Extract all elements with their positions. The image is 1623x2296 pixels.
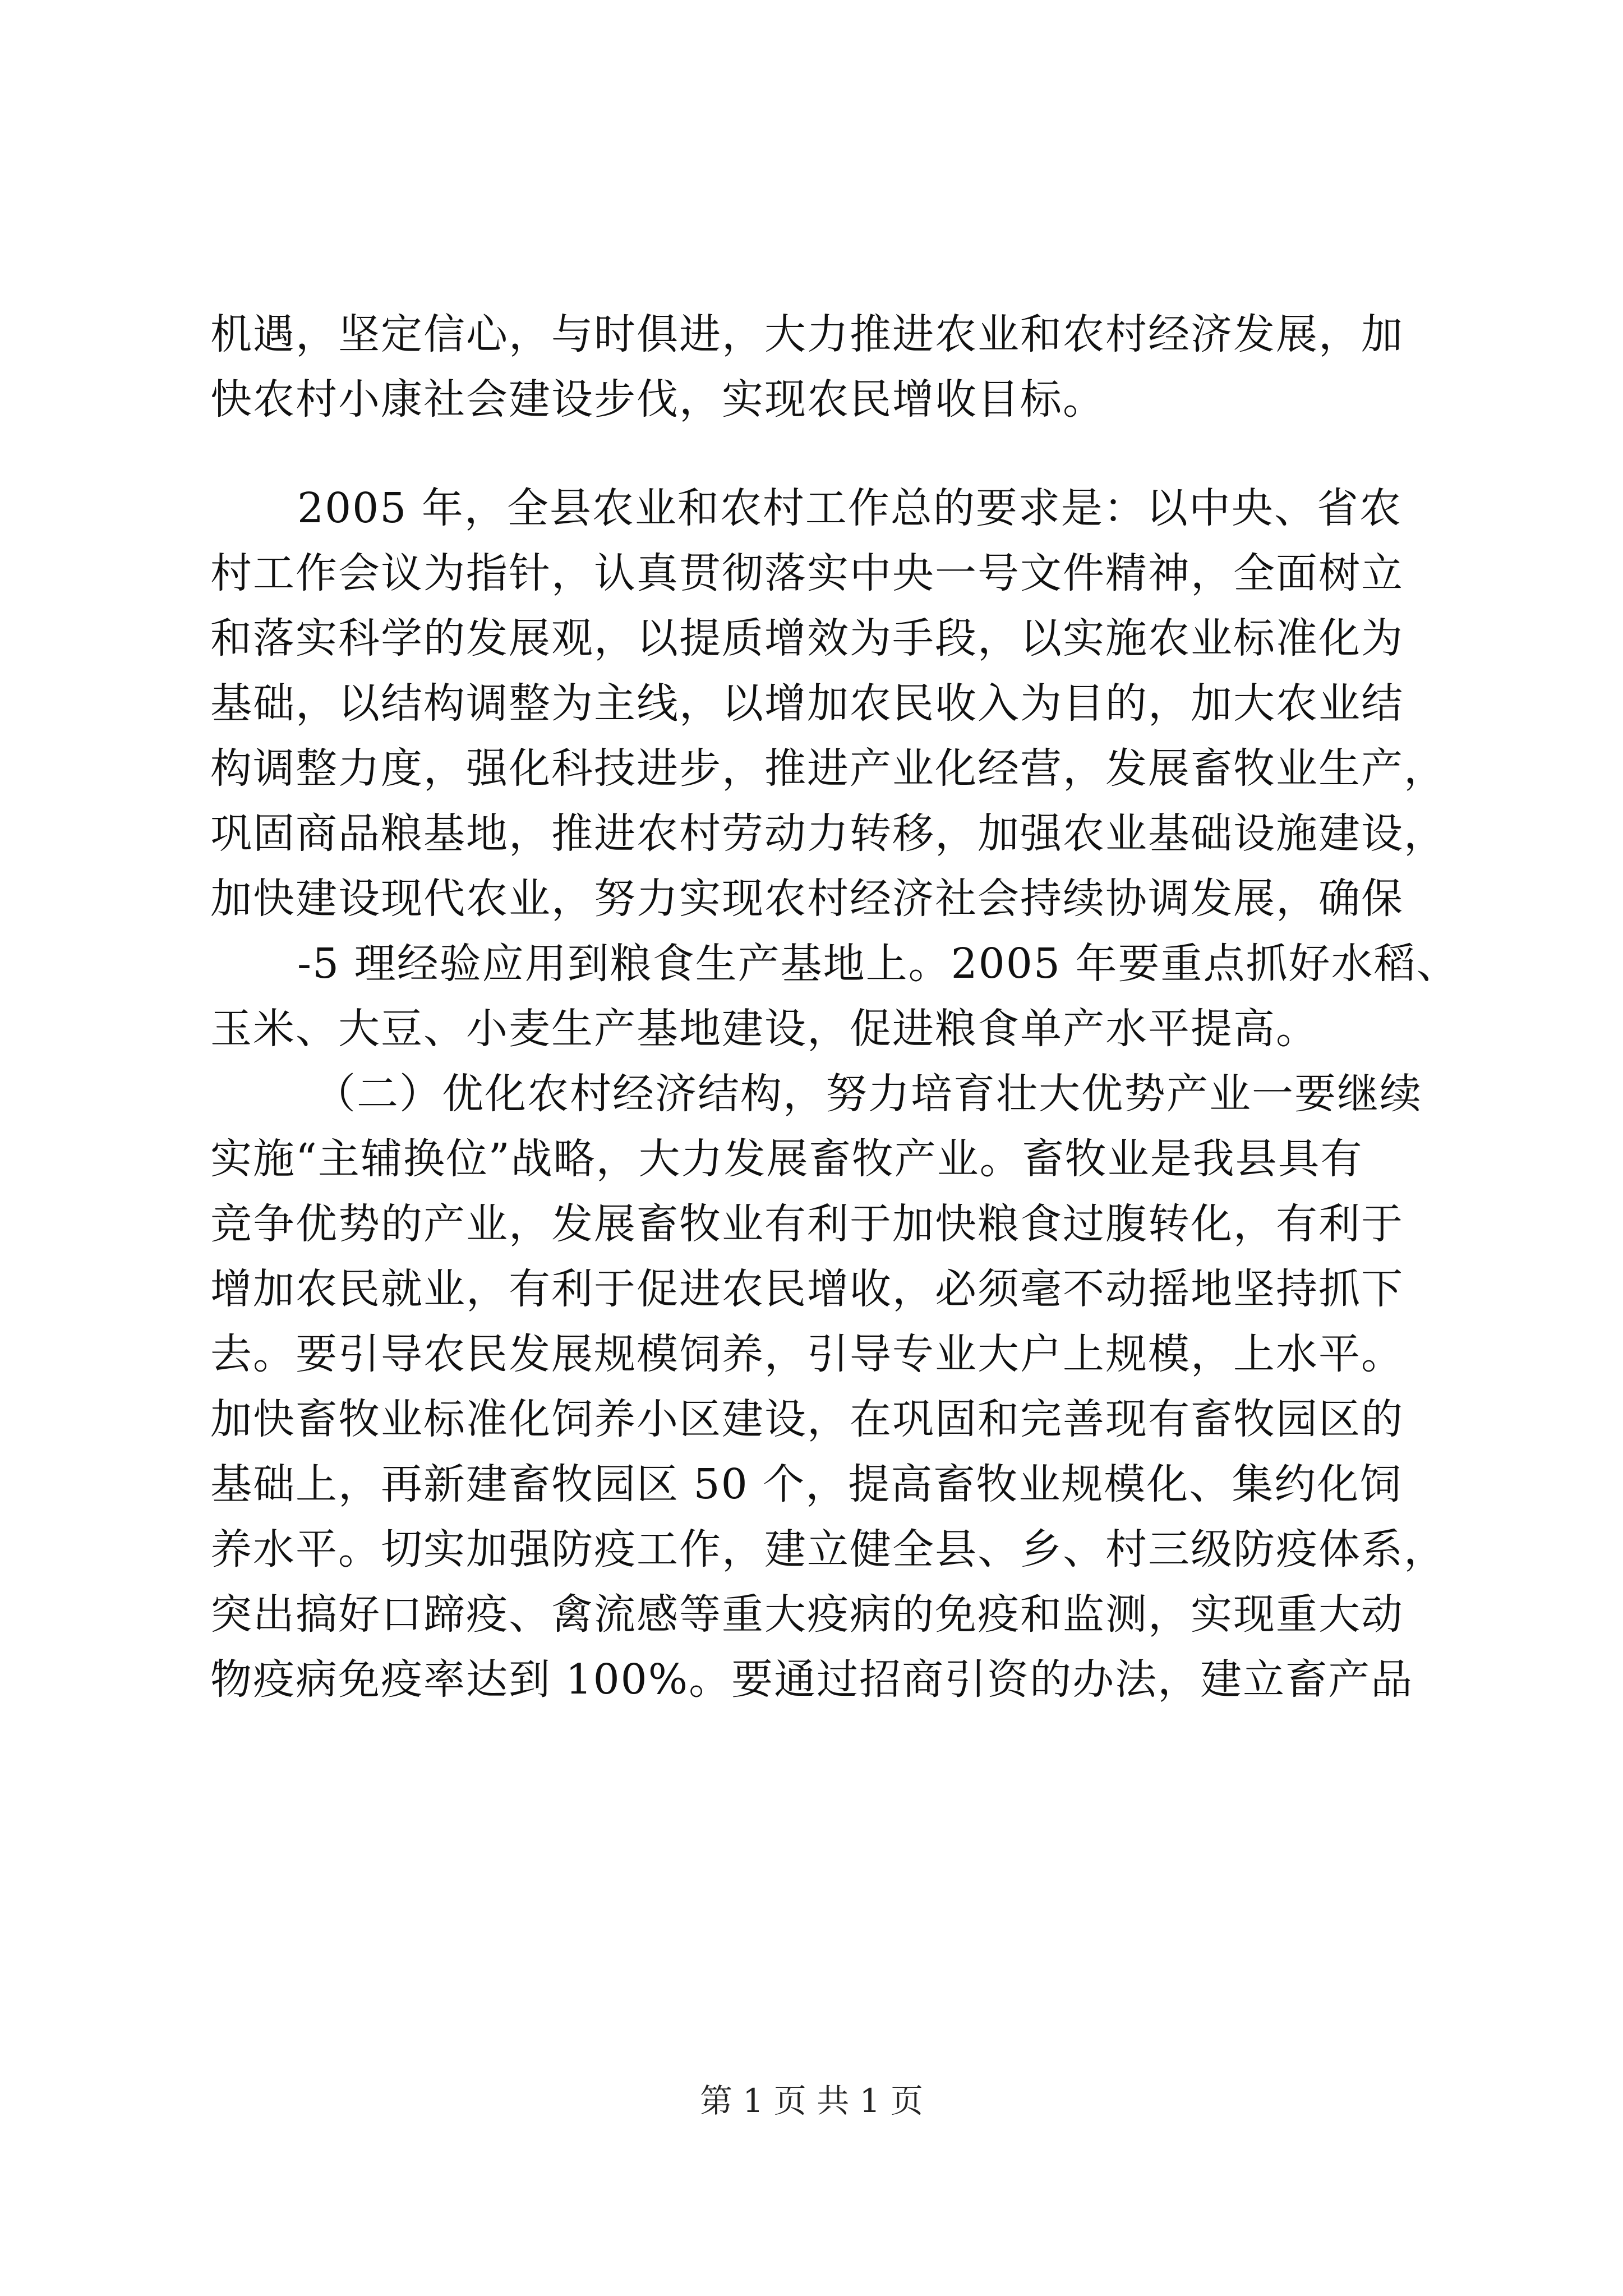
paragraph-line: 增加农民就业，有利于促进农民增收，必须毫不动摇地坚持抓下 bbox=[210, 1265, 1404, 1313]
paragraph-line: 物疫病免疫率达到 100%。要通过招商引资的办法，建立畜产品 bbox=[210, 1655, 1414, 1704]
page-footer: 第 1 页 共 1 页 bbox=[700, 2082, 923, 2120]
paragraph-line: 加快畜牧业标准化饲养小区建设，在巩固和完善现有畜牧园区的 bbox=[210, 1395, 1404, 1443]
paragraph-line: 玉米、大豆、小麦生产基地建设，促进粮食单产水平提高。 bbox=[210, 1005, 1318, 1053]
paragraph-line: -5 理经验应用到粮食生产基地上。2005 年要重点抓好水稻、 bbox=[297, 940, 1459, 988]
paragraph-line: 机遇，坚定信心，与时俱进，大力推进农业和农村经济发展，加 bbox=[210, 310, 1404, 358]
paragraph-line: 实施“主辅换位”战略，大力发展畜牧产业。畜牧业是我县具有 bbox=[210, 1135, 1363, 1183]
paragraph-line: 突出搞好口蹄疫、禽流感等重大疫病的免疫和监测，实现重大动 bbox=[210, 1590, 1404, 1639]
paragraph-line: 快农村小康社会建设步伐，实现农民增收目标。 bbox=[210, 375, 1105, 424]
paragraph-line: 竞争优势的产业，发展畜牧业有利于加快粮食过腹转化，有利于 bbox=[210, 1200, 1404, 1248]
paragraph-line: 构调整力度，强化科技进步，推进产业化经营，发展畜牧业生产， bbox=[210, 744, 1446, 793]
paragraph-line: 加快建设现代农业，努力实现农村经济社会持续协调发展，确保 bbox=[210, 875, 1404, 923]
paragraph-line: 养水平。切实加强防疫工作，建立健全县、乡、村三级防疫体系， bbox=[210, 1525, 1446, 1573]
paragraph-line: 基础上，再新建畜牧园区 50 个，提高畜牧业规模化、集约化饲 bbox=[210, 1460, 1403, 1508]
paragraph-line: 村工作会议为指针，认真贯彻落实中央一号文件精神，全面树立 bbox=[210, 549, 1404, 597]
section-heading-line: （二）优化农村经济结构，努力培育壮大优势产业一要继续 bbox=[314, 1070, 1422, 1118]
paragraph-line: 去。要引导农民发展规模饲养，引导专业大户上规模，上水平。 bbox=[210, 1330, 1404, 1378]
paragraph-line: 巩固商品粮基地，推进农村劳动力转移，加强农业基础设施建设， bbox=[210, 809, 1446, 858]
paragraph-line: 2005 年，全县农业和农村工作总的要求是：以中央、省农 bbox=[297, 484, 1402, 532]
paragraph-line: 和落实科学的发展观，以提质增效为手段，以实施农业标准化为 bbox=[210, 614, 1404, 662]
paragraph-line: 基础，以结构调整为主线，以增加农民收入为目的，加大农业结 bbox=[210, 679, 1404, 728]
